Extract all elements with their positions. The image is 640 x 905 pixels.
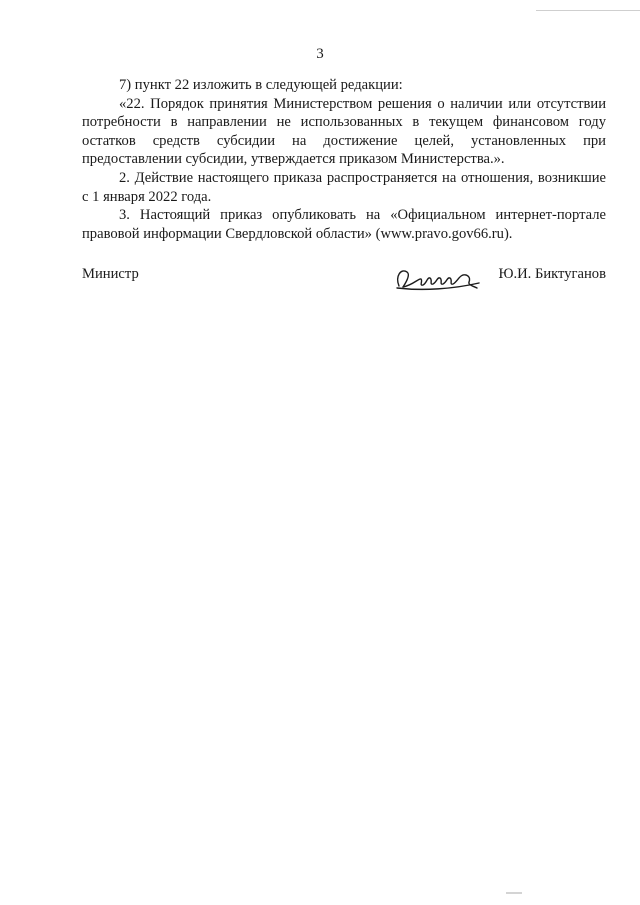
header-rule <box>536 10 640 11</box>
document-body <box>82 76 606 243</box>
footer-mark <box>506 892 522 894</box>
paragraph-quote-22: «22. Порядок принятия Министерством решения о наличии или отсутствии потребности в направлении не использованных в текущем финансовом году остатков средств субсидии на достижение целей, установленных при предоставлении субсидии, утверждается приказом Министерства.». <box>82 95 606 168</box>
page-number: 3 <box>316 46 324 62</box>
handwritten-signature-icon <box>393 262 483 292</box>
paragraph-point-3: 3. Настоящий приказ опубликовать на «Официальном интернет-портале правовой информации Свердловской области» (www.pravo.gov66.ru). <box>82 207 606 242</box>
signatory-name: Ю.И. Биктуганов <box>498 266 606 282</box>
paragraph-item-7: 7) пункт 22 изложить в следующей редакции: <box>119 77 403 93</box>
signatory-title: Министр <box>82 266 139 282</box>
signature-block <box>82 262 606 296</box>
paragraph-point-2: 2. Действие настоящего приказа распространяется на отношения, возникшие с 1 января 2022 года. <box>82 169 606 205</box>
